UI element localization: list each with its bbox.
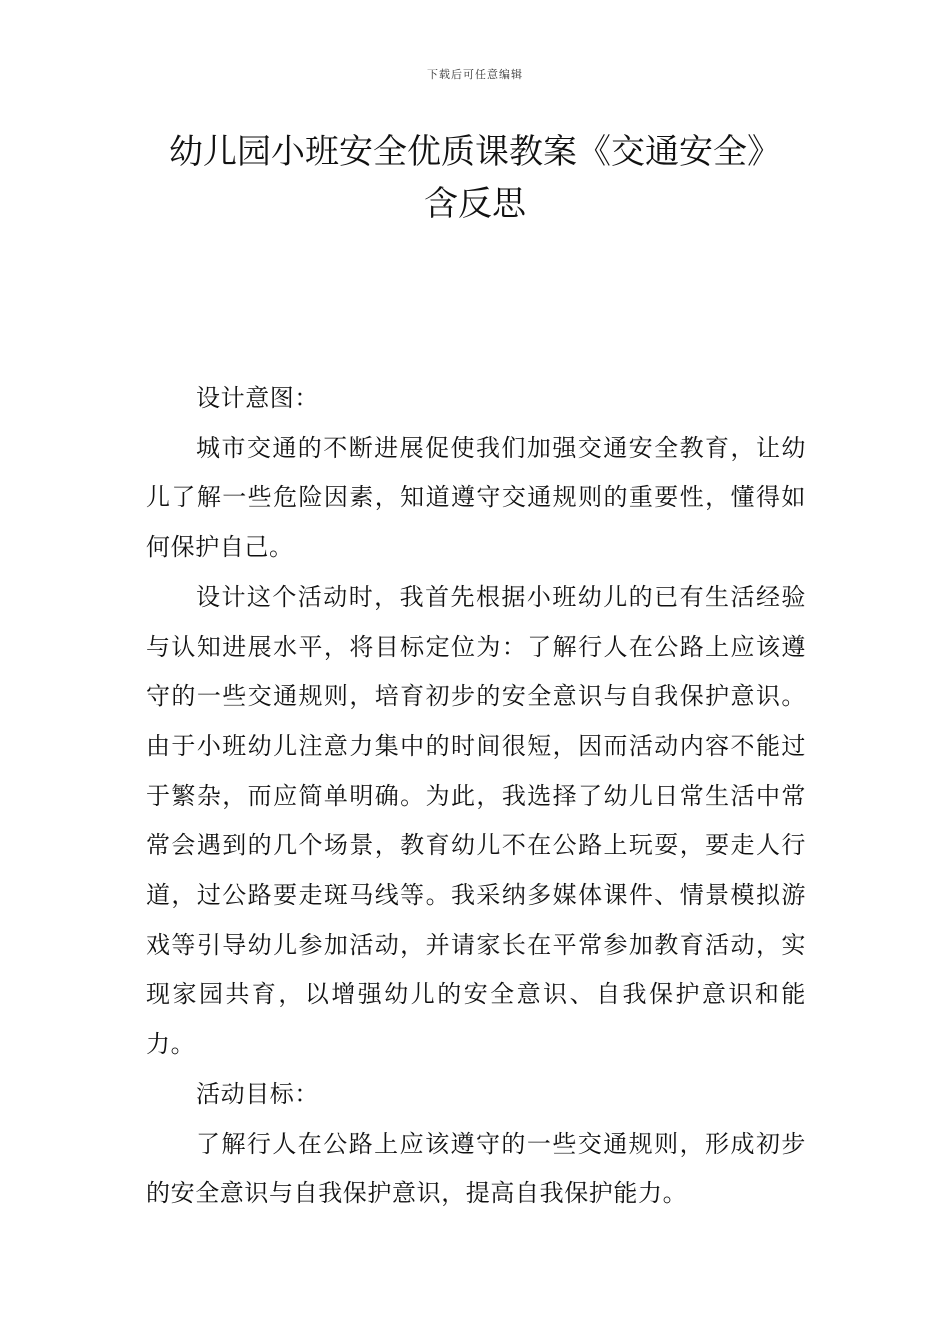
section-heading-activity-goals: 活动目标： [196,1079,319,1108]
document-title [60,126,890,230]
document-body [146,374,806,1219]
paragraph: 设计这个活动时，我首先根据小班幼儿的已有生活经验与认知进展水平，将目标定位为：了解行人在公路上应该遵守的一些交通规则，培育初步的安全意识与自我保护意识。由于小班幼儿注意力集中的时间很短，因而活动内容不能过于繁杂，而应简单明确。为此，我选择了幼儿日常生活中常常会遇到的几个场景，教育幼儿不在公路上玩耍，要走人行道，过公路要走斑马线等。我采纳多媒体课件、情景模拟游戏等引导幼儿参加活动，并请家长在平常参加教育活动，实现家园共育，以增强幼儿的安全意识、自我保护意识和能力。 [146,582,806,1059]
header-note: 下载后可任意编辑 [427,68,523,81]
section-heading-design-intent: 设计意图： [196,384,319,412]
title-line-1: 幼儿园小班安全优质课教案《交通安全》 [169,132,781,172]
paragraph: 了解行人在公路上应该遵守的一些交通规则，形成初步的安全意识与自我保护意识，提高自我保护能力。 [146,1129,806,1208]
title-line-2: 含反思 [424,184,526,224]
paragraph: 城市交通的不断进展促使我们加强交通安全教育，让幼儿了解一些危险因素，知道遵守交通规则的重要性，懂得如何保护自己。 [146,433,806,562]
